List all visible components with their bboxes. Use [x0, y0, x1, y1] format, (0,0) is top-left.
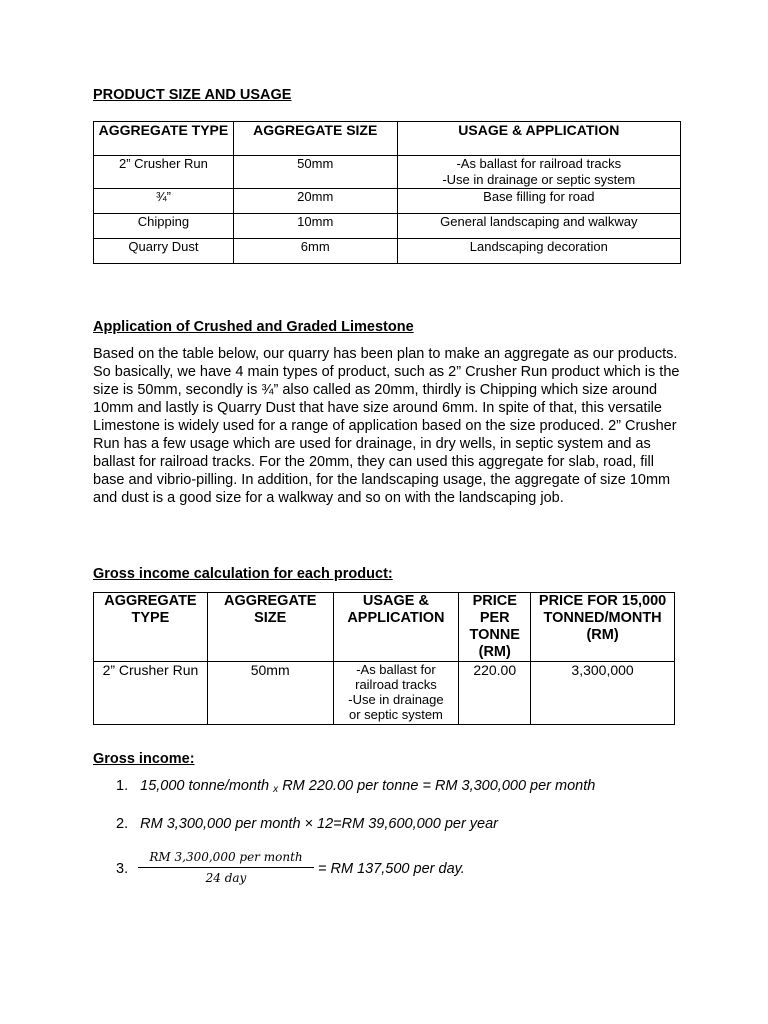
- usage-line: or septic system: [348, 707, 443, 722]
- cell-type: ¾”: [94, 189, 234, 214]
- cell-size: 6mm: [233, 239, 397, 264]
- table-row: [94, 662, 675, 725]
- cell-type: 2” Crusher Run: [94, 662, 208, 725]
- cell-usage: Base filling for road: [397, 189, 680, 214]
- cell-size: 50mm: [207, 662, 333, 725]
- usage-line: railroad tracks: [355, 677, 437, 692]
- section-title-gross-income: Gross income:: [93, 751, 195, 767]
- multiply-sign: x: [273, 784, 279, 795]
- cell-type: Quarry Dust: [94, 239, 234, 264]
- usage-line: -As ballast for: [356, 662, 436, 677]
- list-item: [116, 861, 128, 877]
- cell-size: 10mm: [233, 214, 397, 239]
- cell-usage: [333, 662, 459, 725]
- list-number: 3.: [116, 861, 129, 877]
- section-title-gross-income-calc: Gross income calculation for each product:: [93, 566, 393, 582]
- cell-price-per-tonne: 220.00: [459, 662, 531, 725]
- header-price-month: PRICE FOR 15,000 TONNED/MONTH (RM): [531, 593, 675, 662]
- header-aggregate-type: AGGREGATE TYPE: [94, 593, 208, 662]
- section-title-product-size: PRODUCT SIZE AND USAGE: [93, 87, 292, 103]
- table-header-row: [94, 122, 681, 156]
- fraction: [138, 850, 314, 885]
- gross-income-table: [93, 592, 675, 725]
- cell-type: 2” Crusher Run: [94, 156, 234, 189]
- section-title-application: Application of Crushed and Graded Limestone: [93, 319, 414, 335]
- table-row: [94, 214, 681, 239]
- cell-price-month: 3,300,000: [531, 662, 675, 725]
- cell-size: 50mm: [233, 156, 397, 189]
- cell-usage: Landscaping decoration: [397, 239, 680, 264]
- usage-line: -As ballast for railroad tracks: [456, 156, 622, 171]
- header-usage-application: USAGE & APPLICATION: [333, 593, 459, 662]
- list-item: [116, 778, 595, 795]
- cell-usage: General landscaping and walkway: [397, 214, 680, 239]
- list-number: 2.: [116, 816, 129, 832]
- usage-line: -Use in drainage: [348, 692, 444, 707]
- fraction-denominator: 24 day: [205, 871, 247, 885]
- application-paragraph: Based on the table below, our quarry has been plan to make an aggregate as our products. So basically, we have 4 main types of product, such as 2” Crusher Run product which is the size is 50mm, secondly is ¾” also called as 20mm, thirdly is Chipping which size around 10mm and lastly is Quarry Dust that have size around 6mm. In spite of that, this versatile Limestone is widely used for a range of application based on the size produced. 2” Crusher Run has a few usage which are used for drainage, in dry wells, in septic system and as ballast for railroad tracks. For the 20mm, they can used this aggregate for slab, road, fill base and vibrio-pilling. In addition, for the landscaping usage, the aggregate of size 10mm and dust is a good size for a walkway and so on with the landscaping job.: [93, 346, 680, 506]
- table-row: [94, 156, 681, 189]
- calc-yearly: RM 3,300,000 per month × 12=RM 39,600,000 per year: [140, 816, 499, 832]
- calc-daily-result: = RM 137,500 per day.: [318, 861, 465, 877]
- list-item: [116, 816, 498, 832]
- table-row: [94, 239, 681, 264]
- header-usage-application: USAGE & APPLICATION: [397, 122, 680, 156]
- cell-size: 20mm: [233, 189, 397, 214]
- list-number: 1.: [116, 778, 129, 794]
- table-row: [94, 189, 681, 214]
- cell-usage: [397, 156, 680, 189]
- product-size-table: [93, 121, 681, 264]
- calc-result: RM 220.00 per tonne = RM 3,300,000 per month: [282, 778, 596, 794]
- header-aggregate-size: AGGREGATE SIZE: [233, 122, 397, 156]
- table-header-row: [94, 593, 675, 662]
- fraction-numerator: RM 3,300,000 per month: [138, 850, 314, 868]
- header-aggregate-type: AGGREGATE TYPE: [94, 122, 234, 156]
- header-price-per-tonne: PRICE PER TONNE (RM): [459, 593, 531, 662]
- calc-quantity: 15,000 tonne/month: [140, 778, 270, 794]
- usage-line: -Use in drainage or septic system: [442, 172, 636, 187]
- cell-type: Chipping: [94, 214, 234, 239]
- header-aggregate-size: AGGREGATE SIZE: [207, 593, 333, 662]
